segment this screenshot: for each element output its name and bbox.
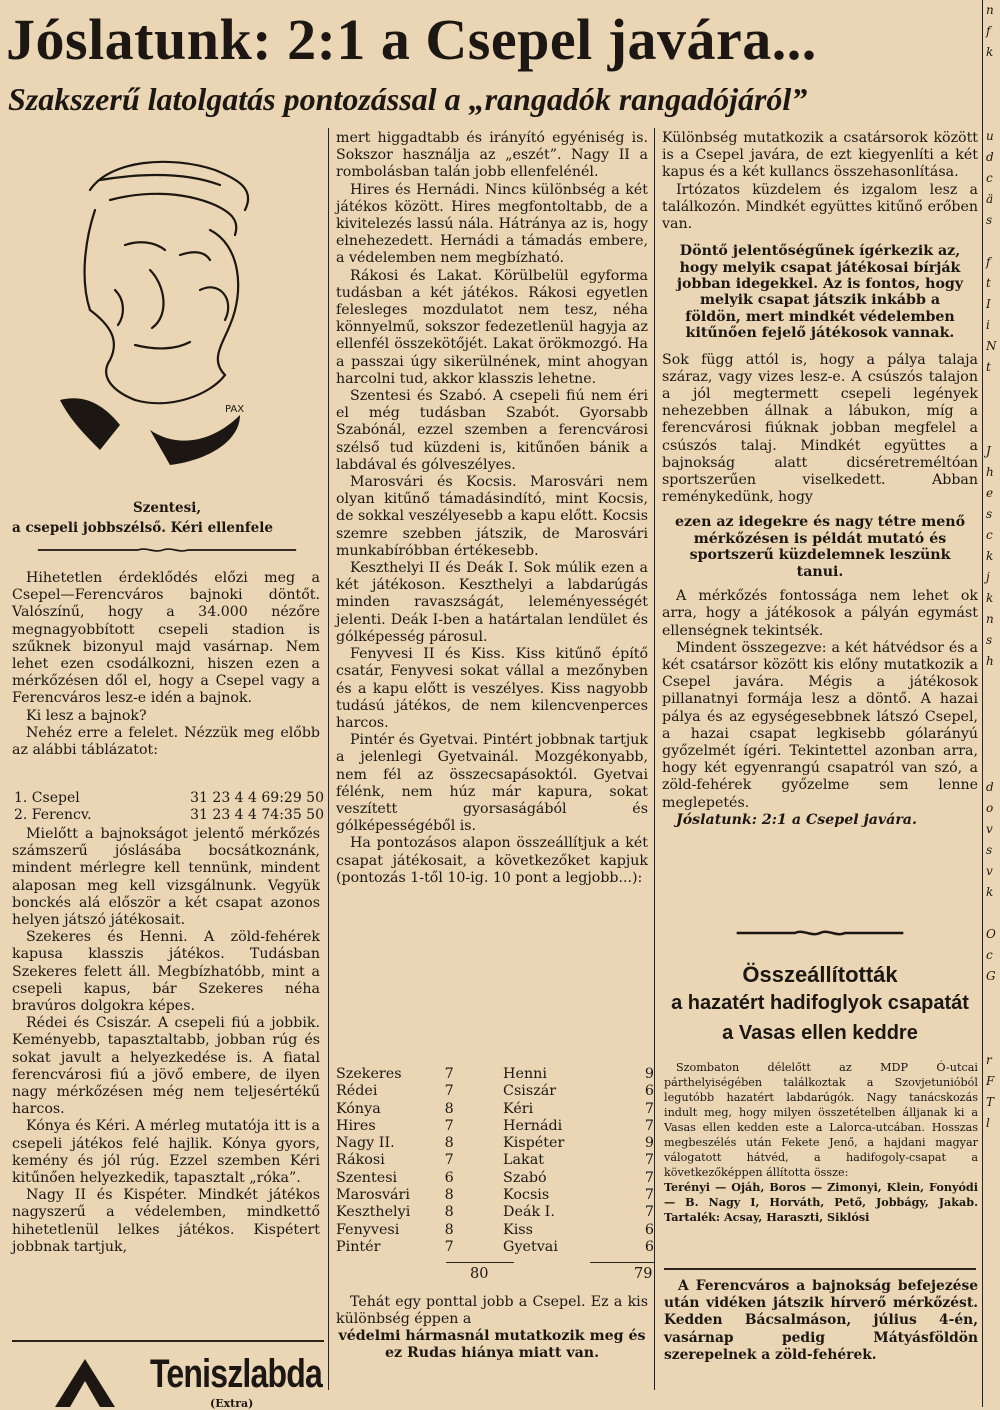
ratings-row — [336, 1152, 654, 1169]
csepel-points: 7 — [444, 1066, 454, 1082]
edge-letter: k — [986, 45, 994, 59]
csepel-player: Keszthelyi — [336, 1204, 411, 1221]
edge-letter: s — [986, 213, 993, 227]
team-lineup: Terényi — Ojáh, Boros — Zimonyi, Klein, Fonyódi — B. Nagy I, Horváth, Pető, Jobbágy, Jakab. Tartalék: Acsay, Haraszti, Siklósi — [664, 1180, 978, 1224]
ad-title: Teniszlabda — [150, 1352, 322, 1396]
edge-letter — [986, 735, 1000, 756]
edge-letter: s — [986, 507, 993, 521]
paragraph: Irtózatos küzdelem és izgalom lesz a találkozón. Mindkét együttes kitűnő erőben van. — [662, 181, 978, 233]
ferencvaros-points: 7 — [644, 1100, 654, 1117]
edge-letter: v — [986, 822, 993, 836]
ferencvaros-points: 6 — [644, 1083, 654, 1100]
csepel-points: 8 — [444, 1100, 454, 1117]
edge-letter: v — [986, 864, 993, 878]
total-csepel: 80 — [470, 1266, 489, 1282]
edge-letter: k — [986, 549, 994, 563]
edge-letter: T — [986, 1095, 995, 1109]
edge-letter — [986, 231, 1000, 252]
csepel-points: 6 — [444, 1169, 454, 1186]
csepel-points: 8 — [444, 1221, 454, 1238]
csepel-points: 8 — [444, 1187, 454, 1204]
caption-description: a csepeli jobbszélső. Kéri ellenfele — [12, 520, 273, 536]
ratings-row — [336, 1187, 654, 1204]
csepel-points: 7 — [444, 1117, 454, 1134]
section-rule — [664, 1268, 976, 1270]
ferencvaros-points: 7 — [644, 1152, 654, 1169]
standings-row — [14, 807, 324, 824]
paragraph: Nehéz erre a felelet. Nézzük meg előbb az alábbi táblázatot: — [12, 724, 320, 759]
ferencvaros-player: Szabó — [503, 1169, 547, 1186]
ferencvaros-player: Gyetvai — [503, 1238, 558, 1255]
totals-rule — [446, 1262, 514, 1263]
edge-letter — [986, 63, 1000, 84]
ferencvaros-points: 9 — [644, 1066, 654, 1082]
paragraph: Rédei és Csiszár. A csepeli fiú a jobbik. Keményebb, tapasztaltabb, jobban rúg és sokat javult a helyezkedése is. A fiatal ferencvárosi fiú a jövő embere, de ilyen nagy mérkőzésen még nem teljesértékű harcos. — [12, 1015, 320, 1118]
paragraph: A Ferencváros a bajnokság befejezése után vidéken játszik hírverő mérkőzést. Kedden Bácsalmáson, július 4-én, vasárnap pedig Mátyásföldön szerepelnek a zöld-fehérek. — [664, 1278, 978, 1363]
ratings-row — [336, 1118, 654, 1135]
paragraph: Keszthelyi II és Deák I. Sok múlik ezen a két játékoson. Keszthelyi a labdarúgás minden ravaszságát, leleményességét jelenti. Deák I-ben a határtalan lendület és gólképesség párosul. — [336, 560, 648, 645]
ferencvaros-player: Lakat — [503, 1152, 544, 1169]
csepel-player: Kónya — [336, 1100, 381, 1117]
prediction-signoff: Jóslatunk: 2:1 a Csepel javára. — [676, 811, 917, 828]
csepel-points: 7 — [444, 1238, 454, 1255]
ratings-row — [336, 1135, 654, 1152]
csepel-player: Szentesi — [336, 1169, 398, 1186]
edge-letter: d — [986, 150, 994, 164]
edge-letter — [986, 1008, 1000, 1029]
ferencvaros-points: 9 — [644, 1135, 654, 1152]
edge-letter: i — [986, 318, 990, 332]
paragraph: Szombaton délelőtt az MDP Ó-utcai párthelyiségében találkoztak a Szovjetunióból legutóbb hazatért labdarúgók. Nagy tanácskozás indult meg, hogy milyen összetételben álljanak ki a Vasas ellen kedden este a Lalorca-utcában. Hosszas megbeszélés után Fekete Jenő, a hajdani magyar válogatott hátvéd, a hadifogoly-csapat a következőképpen állította össze: — [664, 1061, 978, 1179]
ad-rule — [12, 1340, 324, 1342]
paragraph: Különbség mutatkozik a csatársorok között is a Csepel javára, de ezt kiegyenlíti a két kapus és a két kullancs összehasonlítása. — [662, 130, 978, 181]
standings-row — [14, 790, 324, 807]
paragraph: Mielőtt a bajnokságot jelentő mérkőzés számszerű jóslásába bocsátkoznánk, mindent mérlegre kell tennünk, mindent alaposan meg kell vizsgálnunk. Vegyük bonckés alá először a két csapat azonos helyen játszó játékosait. — [12, 826, 320, 929]
edge-letter — [986, 693, 1000, 714]
paragraph-bold: Döntő jelentőségűnek ígérkezik az, hogy melyik csapat játékosai bírják jobban idegekkel. Az is fontos, hogy melyik csapat játszik inkább a földön, mert mindkét védelemben kitűnően fejelő játékosok vannak. — [676, 243, 964, 342]
column-2-end — [336, 1294, 648, 1361]
ferencvaros-player: Kéri — [503, 1100, 534, 1117]
csepel-player: Szekeres — [336, 1066, 402, 1082]
adjacent-column-fragment — [986, 0, 1000, 1407]
edge-letter: c — [986, 528, 993, 542]
edge-letter: t — [986, 276, 991, 290]
wavy-divider — [12, 545, 322, 555]
box-article — [664, 1060, 978, 1225]
edge-letter — [986, 84, 1000, 105]
ad-subtitle: (Extra) — [210, 1397, 254, 1410]
edge-letter: n — [986, 3, 994, 17]
csepel-player: Rédei — [336, 1083, 378, 1100]
ratings-table — [336, 1066, 654, 1256]
paragraph: Tehát egy ponttal jobb a Csepel. Ez a kis különbség éppen a — [336, 1294, 648, 1328]
edge-letter: s — [986, 843, 993, 857]
edge-letter: f — [986, 24, 991, 38]
headline: Jóslatunk: 2:1 a Csepel javára... — [6, 7, 817, 72]
ferencvaros-points: 7 — [644, 1169, 654, 1186]
edge-letter: n — [986, 612, 994, 626]
edge-letter: l — [986, 1116, 990, 1130]
ferencvaros-player: Kocsis — [503, 1187, 550, 1204]
ferencvaros-player: Hernádi — [503, 1117, 563, 1134]
totals-rule — [590, 1262, 654, 1263]
edge-letter: u — [986, 129, 994, 143]
ferencvaros-points: 7 — [644, 1187, 654, 1204]
edge-letter — [986, 672, 1000, 693]
edge-letter: k — [986, 885, 994, 899]
column-3 — [662, 130, 978, 829]
team: 2. Ferencv. — [14, 807, 92, 823]
edge-letter: r — [986, 1053, 992, 1067]
paragraph: A mérkőzés fontossága nem lehet ok arra, hogy a játékosok a pályán egymást ellenségnek tekintsék. — [662, 588, 978, 639]
ad-logo — [40, 1355, 130, 1407]
paragraph: Mindent összegezve: a két hátvédsor és a két csatársor között kis előny mutatkozik a Csepel javára. Mégis a játékosok pillanatnyi formája lesz a döntő. A hazai pálya és az egységesebbnek látszó Csepel, a hazai csapat legkisebb gólarányú győzelmét ígéri. Tekintettel azonban arra, hogy két egyenrangú csapatról van szó, a zöld-fehérek győzelme sem lenne meglepetés. — [662, 639, 978, 811]
edge-letter: h — [986, 654, 994, 668]
team: 1. Csepel — [14, 790, 80, 806]
edge-letter — [986, 903, 1000, 924]
standings-table — [14, 790, 324, 824]
ratings-row — [336, 1101, 654, 1118]
paragraph: Kónya és Kéri. A mérleg mutatója itt is a csepeli játékos felé hajlik. Kónya gyors, kemény és jól rúg. Ezzel szemben Kéri kitűnően helyezkedik, tapasztalt „róka”. — [12, 1118, 320, 1187]
edge-letter: t — [986, 360, 991, 374]
ratings-row — [336, 1083, 654, 1100]
csepel-player: Hires — [336, 1117, 376, 1134]
stats: 31 23 4 4 69:29 50 — [190, 790, 324, 806]
box-subtitle: a hazatért hadifoglyok csapatát — [671, 992, 969, 1014]
edge-letter — [986, 714, 1000, 735]
ferencvaros-points: 7 — [644, 1204, 654, 1221]
paragraph: Ha pontozásos alapon összeállítjuk a két csapat játékosait, a következőket kapjuk (pontozás 1-től 10-ig. 10 pont a legjobb...): — [336, 835, 648, 886]
paragraph: Rákosi és Lakat. Körülbelül egyforma tudásban a két játékos. Rákosi egyetlen felesleges mozdulatot nem tesz, néha könnyelmű, sokszor fedezetlenül hagyja az ellenfél összekötőjét. Lakat örökmozgó. Ha a passzai úgy sikerülnének, mint ahogyan harcolni tud, akkor klasszis lehetne. — [336, 267, 648, 387]
csepel-points: 8 — [444, 1135, 454, 1152]
edge-letter: G — [986, 969, 996, 983]
csepel-points: 7 — [444, 1152, 454, 1169]
edge-letter: J — [986, 444, 991, 458]
ferencvaros-player: Csiszár — [503, 1083, 557, 1100]
edge-letter: O — [986, 927, 996, 941]
paragraph: Szekeres és Henni. A zöld-fehérek kapusa klasszis játékos. Tudásban Szekeres felett áll. Megbízhatóbb, mint a csepeli kapus, bár Szekeres néha bravúros dolgokra képes. — [12, 929, 320, 1015]
ratings-row — [336, 1204, 654, 1221]
edge-letter: N — [986, 339, 997, 353]
box-title: Összeállították — [742, 962, 898, 987]
ferencvaros-player: Kispéter — [503, 1135, 565, 1152]
csepel-points: 8 — [444, 1204, 454, 1221]
paragraph: Hires és Hernádi. Nincs különbség a két játékos között. Hires megfontoltabb, de a kivitelezés lassú nála. Hátránya az is, hogy elnehezedett. Hernádi a támadás embere, a védelemben nem megbízható. — [336, 181, 648, 267]
paragraph-bold: védelmi hármasnál mutatkozik meg és ez Rudas hiánya miatt van. — [338, 1328, 646, 1361]
paragraph: mert higgadtabb és irányító egyéniség is. Sokszor használja az „eszét”. Nagy II a rombolásban talán jobb ellenfelénél. — [336, 130, 648, 181]
ferencvaros-points: 7 — [644, 1117, 654, 1134]
paragraph: Hihetetlen érdeklődés előzi meg a Csepel—Ferencváros bajnoki döntőt. Valószínű, hogy a 34.000 nézőre megnagyobbított csepeli stadion is szűknek bizonyul majd vasárnap. Nem lehet ezen csodálkozni, hiszen ezen a mérkőzésen dől el, hogy a Csepel vagy a Ferencváros lesz-e idén a bajnok. — [12, 570, 320, 707]
caption-name: Szentesi, — [132, 500, 202, 516]
ferencvaros-points: 6 — [644, 1221, 654, 1238]
svg-text:PAX: PAX — [225, 404, 245, 415]
ratings-row — [336, 1222, 654, 1239]
ratings-row — [336, 1170, 654, 1187]
ferencvaros-points: 6 — [644, 1238, 654, 1255]
column-rule — [654, 128, 655, 1390]
caricature-drawing — [40, 150, 280, 485]
edge-letter: j — [986, 570, 990, 584]
paragraph: Pintér és Gyetvai. Pintért jobbnak tartjuk a jelenlegi Gyetvainál. Mozgékonyabb, nem fél az összecsapásoktól. Gyetvai félénk, nem húz már kapura, sokat veszített gyorsaságából és gólképességéből is. — [336, 732, 648, 835]
ferencvaros-player: Henni — [503, 1066, 547, 1082]
ftc-note — [664, 1278, 978, 1364]
edge-letter: d — [986, 780, 994, 794]
edge-letter — [986, 1029, 1000, 1050]
edge-letter: e — [986, 486, 994, 500]
image-caption — [12, 498, 322, 538]
edge-letter: c — [986, 171, 993, 185]
edge-letter: F — [986, 1074, 995, 1088]
paragraph: Ki lesz a bajnok? — [26, 707, 147, 724]
csepel-player: Pintér — [336, 1238, 381, 1255]
csepel-player: Marosvári — [336, 1187, 410, 1204]
edge-letter: o — [986, 801, 994, 815]
edge-letter — [986, 420, 1000, 441]
edge-letter: s — [986, 633, 993, 647]
edge-letter: h — [986, 465, 994, 479]
stats: 31 23 4 4 74:35 50 — [190, 807, 324, 823]
paragraph: Marosvári és Kocsis. Marosvári nem olyan kitűnő támadásindító, mint Kocsis, de sokkal veszélyesebb a kapu előtt. Kocsis szemre szebben játszik, de Marosvári munkabíróbban értékesebb. — [336, 474, 648, 559]
csepel-player: Fenyvesi — [336, 1221, 400, 1238]
edge-letter: ä — [986, 192, 994, 206]
edge-letter — [986, 399, 1000, 420]
paragraph: Sok függ attól is, hogy a pálya talaja száraz, vagy vizes lesz-e. A csúszós talajon a jól megtermett csepeli legények nehezebben állnak a lábukon, míg a ferencvárosi fiúknak jobban megfelel a csúszós talaj. Mindkét együttes a bajnokság alatt dicséretreméltóan sportszerűen viselkedett. Abban reménykedünk, hogy — [662, 351, 978, 506]
paragraph: Nagy II és Kispéter. Mindkét játékos nagyszerű a védelemben, mindkettő hihetetlenül lelkes játékos. Kispétert jobbnak tartjuk, — [12, 1187, 320, 1255]
ferencvaros-player: Deák I. — [503, 1204, 555, 1221]
column-rule — [328, 128, 329, 1390]
edge-letter: I — [986, 297, 991, 311]
edge-letter — [986, 105, 1000, 126]
column-2 — [336, 130, 648, 887]
ratings-row — [336, 1239, 654, 1256]
csepel-player: Rákosi — [336, 1152, 385, 1169]
csepel-points: 7 — [444, 1083, 454, 1100]
wavy-divider — [720, 928, 920, 938]
total-ferencvaros: 79 — [634, 1266, 653, 1282]
column-1-continued — [12, 826, 320, 1256]
edge-letter — [986, 378, 1000, 399]
edge-letter: k — [986, 591, 994, 605]
paragraph: Szentesi és Szabó. A csepeli fiú nem éri el még tudásban Szabót. Gyorsabb Szabónál, ezzel szemben a ferencvárosi szélső tud küzdeni is, kitűnően bánik a labdával és gólveszélyes. — [336, 388, 648, 473]
csepel-player: Nagy II. — [336, 1135, 395, 1152]
paragraph-bold: ezen az idegekre és nagy tétre menő mérkőzésen is példát mutató és sportszerű küzdelemnek leszünk tanui. — [674, 514, 966, 580]
ferencvaros-player: Kiss — [503, 1221, 533, 1238]
paragraph: Fenyvesi II és Kiss. Kiss kitűnő építő csatár, Fenyvesi sokat vállal a mezőnyben és a kapu előtt is veszélyes. Kiss nagyobb tudású játékos, de nem kilencvenperces harcos. — [336, 646, 648, 731]
box-subtitle: a Vasas ellen keddre — [722, 1022, 918, 1044]
subheadline: Szakszerű latolgatás pontozással a „rangadók rangadójáról” — [8, 81, 808, 117]
edge-letter — [986, 987, 1000, 1008]
edge-letter — [986, 756, 1000, 777]
ratings-row — [336, 1066, 654, 1083]
edge-letter: f — [986, 255, 991, 269]
column-rule — [982, 0, 983, 1407]
column-1 — [12, 570, 320, 759]
edge-letter: c — [986, 948, 993, 962]
